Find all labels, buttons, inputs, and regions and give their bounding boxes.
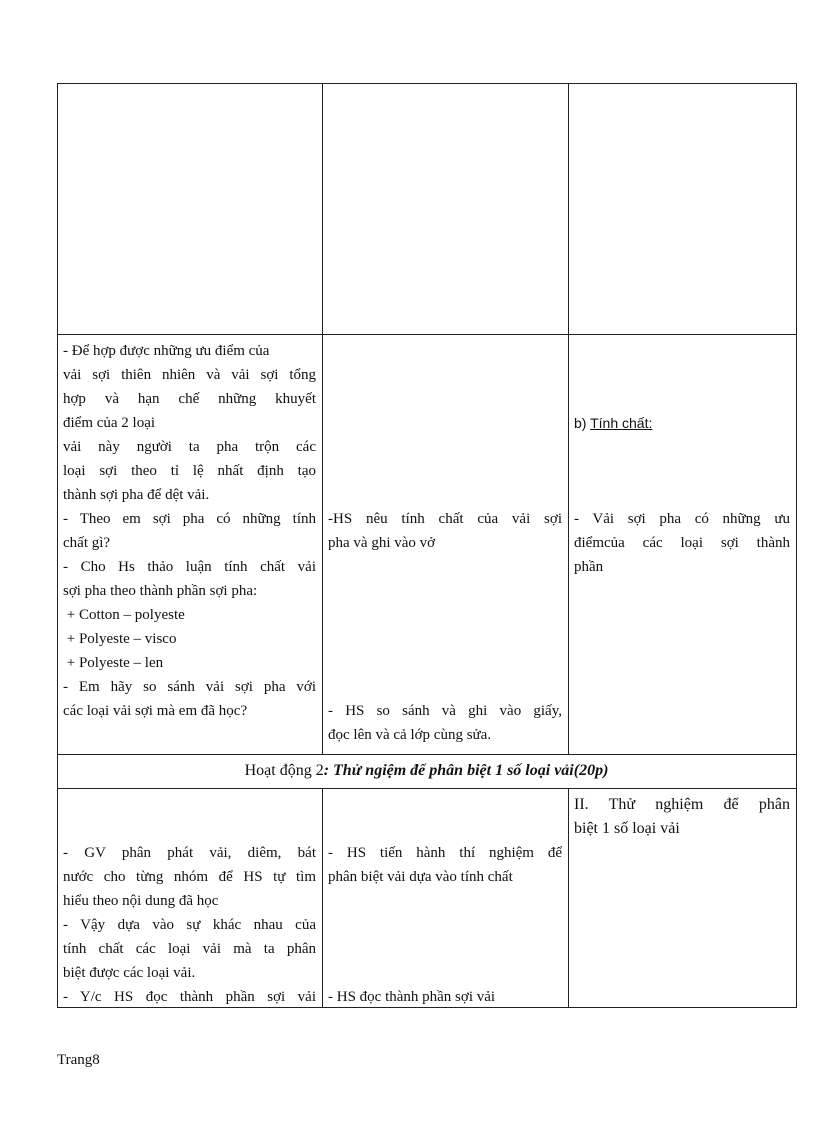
table-row-fabric-test bbox=[58, 789, 797, 1008]
text-line: đọc lên và cả lớp cùng sửa. bbox=[328, 727, 492, 743]
content-cell bbox=[569, 335, 797, 755]
text-line: tính chất các loại vải mà ta phân bbox=[63, 941, 316, 957]
text-line: -HS nêu tính chất của vải sợi bbox=[328, 511, 562, 527]
teacher-activity-cell bbox=[58, 335, 323, 755]
section-heading-line: II. Thử nghiệm để phân bbox=[574, 796, 790, 813]
text-line: + Polyeste – visco bbox=[63, 631, 177, 647]
text-line: điểm của 2 loại bbox=[63, 415, 156, 431]
lesson-table bbox=[57, 83, 797, 1008]
text-line: + Cotton – polyeste bbox=[63, 607, 185, 623]
text-line: điểmcủa các loại sợi thành bbox=[574, 535, 790, 551]
teacher-activity-cell bbox=[58, 789, 323, 1008]
text-line: phần bbox=[574, 559, 604, 575]
text-line: + Polyeste – len bbox=[63, 655, 164, 671]
text-line: - Vậy dựa vào sự khác nhau của bbox=[63, 917, 316, 933]
page-footer: Trang8 bbox=[57, 1052, 100, 1068]
text-line: - Y/c HS đọc thành phần sợi vải bbox=[63, 989, 316, 1005]
test-answer bbox=[328, 841, 562, 889]
text-line: loại sợi theo tỉ lệ nhất định tạo bbox=[63, 463, 316, 479]
text-line: vải sợi thiên nhiên và vải sợi tổng bbox=[63, 367, 316, 383]
text-line: sợi pha theo thành phần sợi pha: bbox=[63, 583, 258, 599]
text-line: nước cho từng nhóm để HS tự tìm bbox=[63, 869, 316, 885]
text-line: biệt được các loại vải. bbox=[63, 965, 196, 981]
empty-cell-2 bbox=[323, 84, 569, 335]
text-line: - Em hãy so sánh vải sợi pha với bbox=[63, 679, 316, 695]
text-line: - Vải sợi pha có những ưu bbox=[574, 511, 790, 527]
property-answer bbox=[328, 507, 562, 555]
text-line: phân biệt vải dựa vào tính chất bbox=[328, 869, 513, 885]
activity-title: : Thử ngiệm để phân biệt 1 số loại vải(20p) bbox=[323, 762, 609, 779]
heading-prefix: b) bbox=[574, 415, 591, 431]
text-line: - HS tiến hành thí nghiệm để bbox=[328, 845, 562, 861]
compare-answer bbox=[328, 699, 562, 747]
text-line: - GV phân phát vải, diêm, bát bbox=[63, 845, 316, 861]
text-line: - HS so sánh và ghi vào giấy, bbox=[328, 703, 562, 719]
empty-cell-3 bbox=[569, 84, 797, 335]
text-line: hợp và hạn chế những khuyết bbox=[63, 391, 316, 407]
text-line: thành sợi pha để dệt vải. bbox=[63, 487, 210, 503]
table-row-activity-heading bbox=[58, 755, 797, 789]
text-line: hiểu theo nội dung đã học bbox=[63, 893, 219, 909]
activity-heading bbox=[58, 755, 797, 789]
table-row-blended-fabric bbox=[58, 335, 797, 755]
property-text bbox=[574, 507, 790, 579]
text-line: pha và ghi vào vở bbox=[328, 535, 436, 551]
table-row-empty bbox=[58, 84, 797, 335]
text-line: vải này người ta pha trộn các bbox=[63, 439, 316, 455]
text-line: - Để hợp được những ưu điểm của bbox=[63, 343, 270, 359]
content-cell bbox=[569, 789, 797, 1008]
text-line: - HS đọc thành phần sợi vải bbox=[328, 989, 496, 1005]
text-line: - Cho Hs thảo luận tính chất vải bbox=[63, 559, 316, 575]
student-activity-cell bbox=[323, 789, 569, 1008]
empty-cell-1 bbox=[58, 84, 323, 335]
student-activity-cell bbox=[323, 335, 569, 755]
text-line: các loại vải sợi mà em đã học? bbox=[63, 703, 248, 719]
text-line: - Theo em sợi pha có những tính bbox=[63, 511, 316, 527]
heading-text: Tính chất: bbox=[590, 415, 653, 431]
read-answer bbox=[328, 985, 562, 1009]
activity-prefix: Hoạt động 2 bbox=[244, 762, 324, 779]
text-line: chất gì? bbox=[63, 535, 111, 551]
property-heading bbox=[574, 411, 790, 435]
section-heading-line: biệt 1 số loại vải bbox=[574, 820, 680, 837]
teacher-steps bbox=[63, 841, 316, 1009]
